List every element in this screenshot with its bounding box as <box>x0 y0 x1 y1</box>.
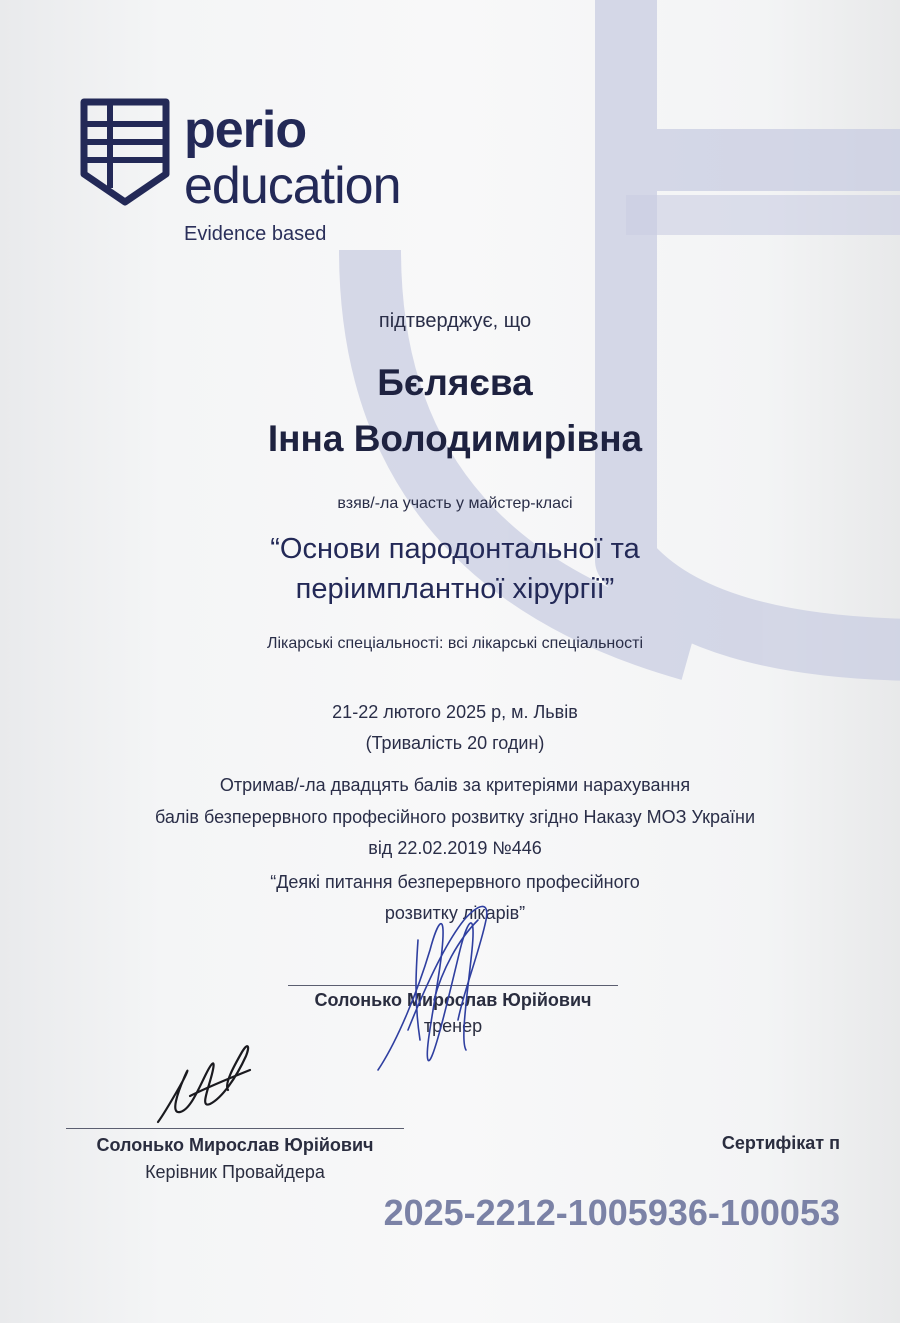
points-line-4: “Деякі питання безперервного професійного <box>270 872 640 892</box>
trainer-name: Солонько Мирослав Юрійович <box>314 990 592 1010</box>
points-line-1: Отримав/-ла двадцять балів за критеріями нарахування <box>219 775 691 795</box>
trainer-role: тренер <box>423 1016 483 1036</box>
course-title-line-1: “Основи пародонтальної та <box>270 533 640 565</box>
head-signature-line <box>66 1128 404 1129</box>
confirms-text: підтверджує, що <box>378 310 532 332</box>
shield-grid-icon <box>80 98 170 206</box>
recipient-surname: Бєляєва <box>377 362 533 403</box>
participation-text: взяв/-ла участь у майстер-класі <box>337 495 573 512</box>
certificate-label: Сертифікат п <box>721 1133 840 1153</box>
specialties-text: Лікарські спеціальності: всі лікарські спеціальності <box>266 635 644 652</box>
trainer-signature <box>368 880 518 1080</box>
points-line-3: від 22.02.2019 №446 <box>368 838 542 858</box>
points-line-2: балів безперервного професійного розвитку згідно Наказу МОЗ України <box>154 807 756 827</box>
brand-tagline: Evidence based <box>184 223 327 245</box>
provider-head-name: Солонько Мирослав Юрійович <box>96 1135 374 1155</box>
recipient-given-names: Інна Володимирівна <box>267 418 643 459</box>
brand-name-education: education <box>184 157 401 215</box>
date-place: 21-22 лютого 2025 р, м. Львів <box>332 702 578 722</box>
perio-education-logo <box>80 98 460 258</box>
course-title-line-2: періимплантної хірургії” <box>295 573 615 605</box>
provider-head-role: Керівник Провайдера <box>145 1162 325 1182</box>
certificate-number: 2025-2212-1005936-100053 <box>383 1192 840 1233</box>
points-line-5: розвитку лікарів” <box>384 903 526 923</box>
brand-name-perio: perio <box>184 101 307 159</box>
duration-text: (Тривалість 20 годин) <box>365 733 545 753</box>
head-signature <box>150 1034 260 1129</box>
